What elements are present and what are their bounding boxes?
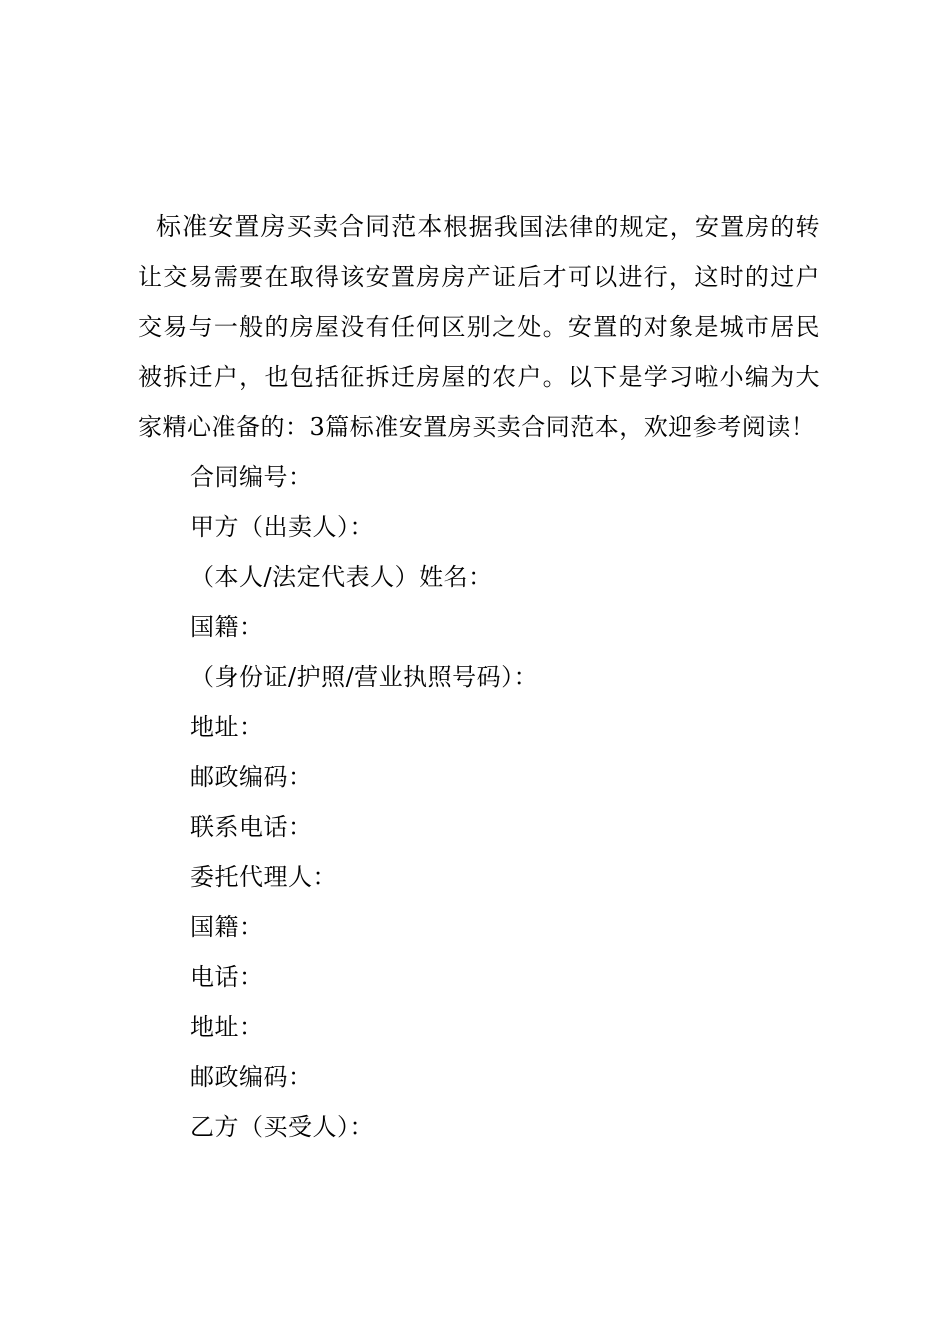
field-agent-postcode: 邮政编码：	[190, 1063, 313, 1091]
contract-field-list	[138, 452, 820, 1152]
field-party-a-id-number: （身份证/护照/营业执照号码）：	[190, 663, 539, 691]
field-party-a-phone: 联系电话：	[190, 813, 313, 841]
intro-text: 根据我国法律的规定，安置房的转让交易需要在取得该安置房房产证后才可以进行，这时的过户交易与一般的房屋没有任何区别之处。安置的对象是城市居民被拆迁户，也包括征拆迁房屋的农户。以下是学习啦小编为大家精心准备的：3篇标准安置房买卖合同范本，欢迎参考阅读！	[138, 213, 820, 441]
field-party-a-nationality: 国籍：	[190, 613, 264, 641]
field-party-a-name: （本人/法定代表人）姓名：	[190, 563, 493, 591]
document-title: 标准安置房买卖合同范本	[156, 212, 444, 241]
field-party-a: 甲方（出卖人）：	[190, 513, 374, 541]
document-body	[138, 202, 820, 1152]
field-agent-address: 地址：	[190, 1013, 264, 1041]
intro-paragraph	[138, 202, 820, 452]
field-party-a-postcode: 邮政编码：	[190, 763, 313, 791]
field-party-b: 乙方（买受人）：	[190, 1113, 374, 1141]
field-agent: 委托代理人：	[190, 863, 337, 891]
field-party-a-address: 地址：	[190, 713, 264, 741]
field-agent-nationality: 国籍：	[190, 913, 264, 941]
field-contract-number: 合同编号：	[190, 463, 313, 491]
field-agent-phone: 电话：	[190, 963, 264, 991]
